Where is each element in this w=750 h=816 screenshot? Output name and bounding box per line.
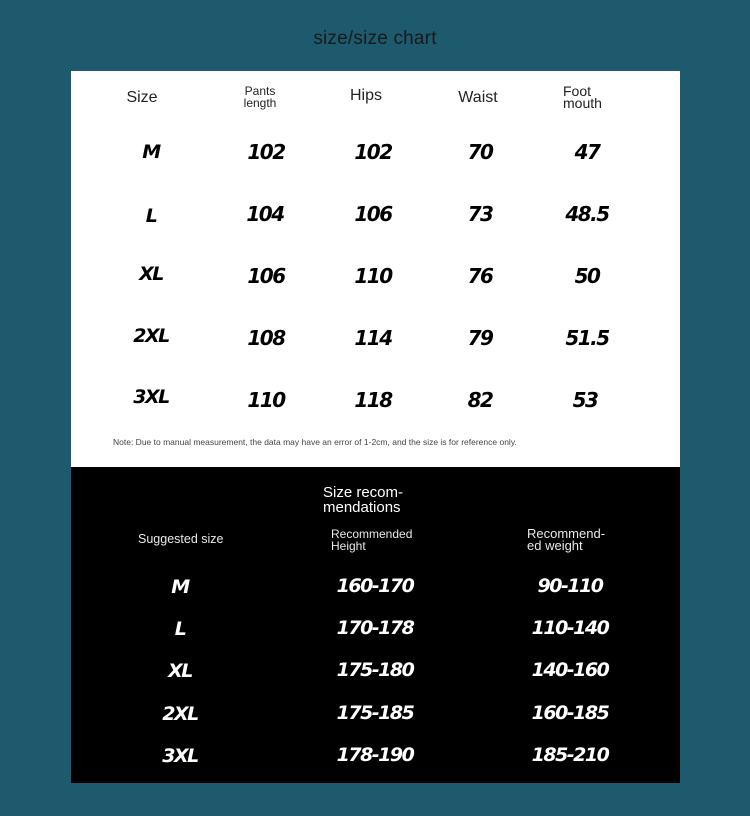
size-cell: XL	[139, 263, 163, 285]
size-chart-table	[71, 71, 680, 467]
header-recommended-weight-line1: Recommend-	[527, 526, 606, 541]
header-pants-length-line2: length	[243, 96, 277, 110]
header-hips: Hips	[349, 87, 383, 104]
size-recommendations-table	[71, 467, 680, 783]
header-recommended-height-line2: Height	[331, 539, 366, 553]
height-cell: 175-180	[336, 659, 414, 681]
recommendations-title-line2: mendations	[323, 499, 401, 516]
header-recommended-height-line1: Recommended	[331, 527, 413, 541]
pants-length-cell: 108	[247, 326, 285, 350]
header-suggested-size: Suggested size	[138, 532, 224, 546]
foot-mouth-cell: 47	[574, 140, 600, 164]
header-recommended-weight	[527, 528, 605, 552]
waist-cell: 82	[467, 388, 493, 412]
header-recommended-height	[331, 528, 412, 552]
hips-cell: 106	[354, 202, 392, 226]
waist-cell: 79	[467, 326, 493, 350]
foot-mouth-cell: 51.5	[565, 326, 609, 350]
pants-length-cell: 106	[247, 264, 285, 288]
height-cell: 160-170	[336, 575, 414, 597]
weight-cell: 160-185	[531, 702, 609, 724]
recommendations-title	[323, 485, 443, 515]
size-cell: M	[142, 141, 160, 163]
hips-cell: 110	[354, 264, 392, 288]
waist-cell: 73	[467, 202, 493, 226]
page-title: size/size chart	[313, 28, 437, 49]
weight-cell: 110-140	[531, 617, 609, 639]
measurement-note: Note: Due to manual measurement, the data may have an error of 1-2cm, and the size is for reference only.	[113, 437, 517, 447]
header-waist: Waist	[458, 89, 498, 106]
header-pants-length	[244, 85, 277, 109]
header-foot-mouth	[563, 85, 602, 109]
waist-cell: 70	[467, 140, 493, 164]
hips-cell: 118	[354, 388, 392, 412]
height-cell: 178-190	[336, 744, 414, 766]
suggested-size-cell: 3XL	[162, 745, 198, 767]
hips-cell: 102	[354, 140, 392, 164]
height-cell: 170-178	[336, 617, 414, 639]
header-foot-mouth-line2: mouth	[563, 95, 602, 111]
header-recommended-weight-line2: ed weight	[527, 538, 583, 553]
suggested-size-cell: 2XL	[162, 703, 198, 725]
suggested-size-cell: M	[171, 576, 189, 598]
foot-mouth-cell: 50	[574, 264, 600, 288]
suggested-size-cell: L	[174, 618, 186, 640]
hips-cell: 114	[354, 326, 392, 350]
header-pants-length-line1: Pants	[244, 84, 276, 98]
recommendations-title-line1: Size recom-	[323, 484, 404, 501]
pants-length-cell: 104	[246, 202, 284, 226]
weight-cell: 185-210	[531, 744, 609, 766]
size-cell: 3XL	[133, 386, 169, 408]
waist-cell: 76	[467, 264, 493, 288]
suggested-size-cell: XL	[168, 660, 192, 682]
height-cell: 175-185	[336, 702, 414, 724]
weight-cell: 140-160	[531, 659, 609, 681]
foot-mouth-cell: 48.5	[565, 202, 609, 226]
size-cell: L	[145, 205, 157, 227]
foot-mouth-cell: 53	[572, 388, 598, 412]
header-foot-mouth-line1: Foot	[563, 83, 592, 99]
header-size: Size	[126, 89, 158, 106]
pants-length-cell: 102	[247, 140, 285, 164]
size-cell: 2XL	[133, 325, 169, 347]
weight-cell: 90-110	[537, 575, 603, 597]
pants-length-cell: 110	[247, 388, 285, 412]
